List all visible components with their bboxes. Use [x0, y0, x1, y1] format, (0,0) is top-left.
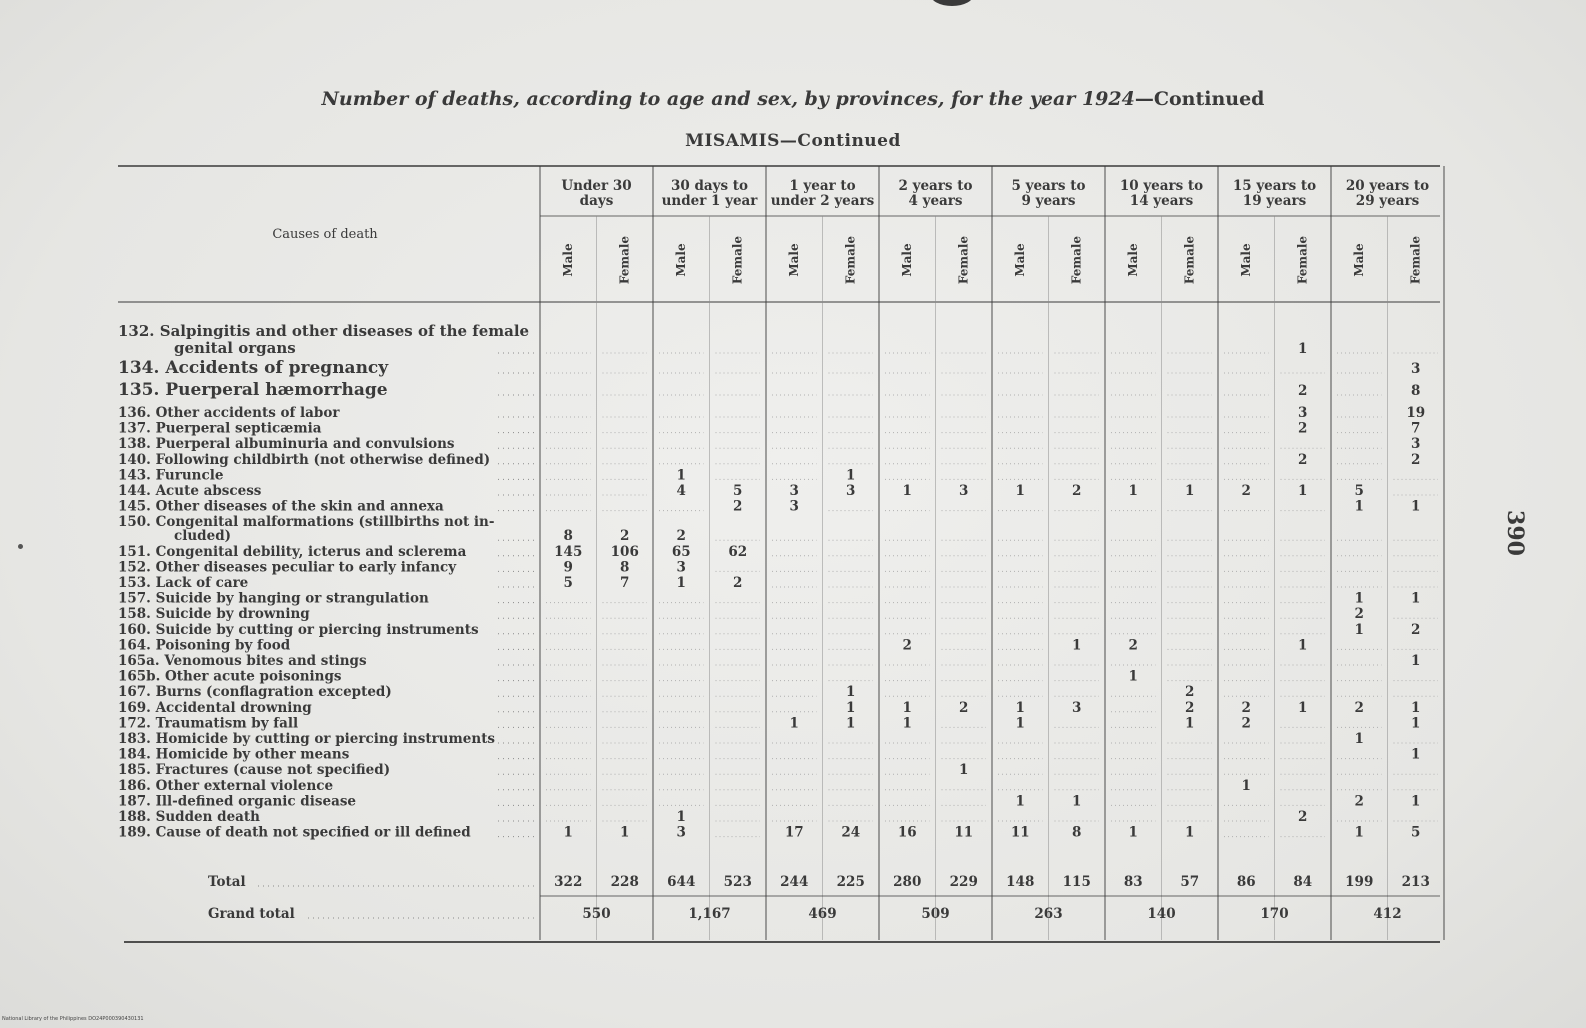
- row-label: cluded): [174, 528, 232, 545]
- cell-value: 1: [1298, 341, 1308, 357]
- grand-total-value: 263: [1034, 906, 1063, 922]
- row-label: 137. Puerperal septicæmia: [118, 420, 322, 437]
- cell-value: 2: [902, 637, 912, 654]
- cell-value: 106: [610, 543, 639, 560]
- cell-value: 1: [1411, 498, 1421, 515]
- page-number: 390: [1501, 510, 1528, 556]
- cell-value: 2: [1241, 483, 1251, 499]
- sex-header: Female: [843, 235, 858, 285]
- cell-value: 1: [676, 575, 686, 591]
- title-text: Number of deaths, according to age and sex, by provinces, for the year 1924: [321, 88, 1135, 110]
- cell-value: 1: [1015, 715, 1025, 732]
- cell-value: 5: [1411, 824, 1421, 841]
- cell-value: 1: [1411, 590, 1421, 607]
- cell-value: 11: [954, 824, 974, 841]
- cell-value: 16: [897, 824, 917, 841]
- cell-value: 5: [1354, 483, 1364, 499]
- cell-value: 1: [1354, 824, 1364, 841]
- total-label: Total: [208, 874, 246, 890]
- cell-value: 7: [620, 575, 630, 591]
- cell-value: 1: [846, 699, 856, 716]
- cell-value: 3: [676, 559, 686, 576]
- cell-value: 145: [554, 543, 583, 560]
- total-value: 225: [836, 874, 865, 890]
- cell-value: 2: [1298, 451, 1308, 468]
- cell-value: 5: [733, 483, 743, 499]
- row-label: 132. Salpingitis and other diseases of the female: [118, 322, 530, 340]
- cell-value: 1: [846, 715, 856, 732]
- cell-value: 1: [1354, 498, 1364, 515]
- cell-value: 1: [1185, 715, 1195, 732]
- cell-value: 1: [1185, 824, 1195, 841]
- row-label: 189. Cause of death not specified or ill defined: [118, 824, 471, 841]
- cell-value: 1: [1015, 793, 1025, 810]
- cell-value: 1: [902, 715, 912, 732]
- grand-total-value: 1,167: [688, 906, 731, 922]
- age-group-header: 10 years to: [1119, 178, 1204, 194]
- cell-value: 1: [1072, 793, 1082, 810]
- cell-value: 24: [841, 824, 861, 841]
- cell-value: 3: [1072, 699, 1082, 716]
- cell-value: 1: [1015, 483, 1025, 499]
- cell-value: 1: [902, 699, 912, 716]
- cell-value: 2: [959, 699, 969, 716]
- age-group-header: 4 years: [908, 193, 963, 209]
- age-group-header: 29 years: [1355, 193, 1420, 209]
- cell-value: 3: [789, 483, 799, 499]
- cell-value: 2: [620, 528, 630, 545]
- cell-value: 2: [1241, 699, 1251, 716]
- cell-value: 2: [1411, 451, 1421, 468]
- cell-value: 5: [563, 575, 573, 591]
- cell-value: 2: [733, 498, 743, 515]
- total-value: 199: [1345, 874, 1374, 890]
- sex-header: Male: [1351, 243, 1366, 277]
- cell-value: 1: [1354, 731, 1364, 747]
- cell-value: 1: [959, 762, 969, 779]
- row-label: 151. Congenital debility, icterus and sclerema: [118, 543, 467, 560]
- causes-header: Causes of death: [272, 227, 378, 242]
- cell-value: 2: [1241, 715, 1251, 732]
- grand-total-value: 140: [1147, 906, 1176, 922]
- cell-value: 7: [1411, 420, 1421, 437]
- cell-value: 2: [1298, 809, 1308, 825]
- cell-value: 1: [1241, 777, 1251, 794]
- total-value: 86: [1236, 874, 1256, 890]
- age-group-header: 2 years to: [898, 178, 973, 194]
- cell-value: 2: [1354, 606, 1364, 623]
- cell-value: 2: [676, 528, 686, 545]
- total-value: 83: [1123, 874, 1143, 890]
- age-group-header: days: [579, 193, 614, 209]
- sex-header: Female: [1295, 235, 1310, 285]
- cell-value: 1: [1015, 699, 1025, 716]
- cell-value: 9: [563, 559, 573, 576]
- cell-value: 1: [1411, 793, 1421, 810]
- cell-value: 8: [620, 559, 630, 576]
- sex-header: Female: [617, 235, 632, 285]
- cell-value: 3: [1411, 436, 1421, 453]
- cell-value: 3: [1411, 361, 1421, 377]
- row-label: 153. Lack of care: [118, 575, 249, 591]
- total-value: 229: [949, 874, 978, 890]
- cell-value: 3: [846, 483, 856, 499]
- cell-value: 1: [620, 824, 630, 841]
- cell-value: 3: [1298, 405, 1308, 421]
- row-label: 136. Other accidents of labor: [118, 405, 340, 421]
- sex-header: Female: [1408, 235, 1423, 285]
- row-label: 135. Puerperal hæmorrhage: [118, 380, 388, 400]
- cell-value: 2: [1128, 637, 1138, 654]
- cell-value: 3: [789, 498, 799, 515]
- row-label: 150. Congenital malformations (stillbirths not in-: [118, 514, 495, 531]
- sex-header: Male: [1238, 243, 1253, 277]
- cell-value: 4: [676, 483, 686, 499]
- row-label: 160. Suicide by cutting or piercing instruments: [118, 621, 479, 638]
- cell-value: 19: [1406, 405, 1426, 421]
- row-label: 138. Puerperal albuminuria and convulsions: [118, 436, 455, 453]
- row-label: genital organs: [174, 339, 296, 357]
- cell-value: 1: [1354, 590, 1364, 607]
- cell-value: 1: [1128, 483, 1138, 499]
- cell-value: 1: [1411, 715, 1421, 732]
- row-label: 169. Accidental drowning: [118, 699, 312, 716]
- sex-header: Female: [1069, 235, 1084, 285]
- cell-value: 8: [1411, 383, 1421, 399]
- row-label: 167. Burns (conflagration excepted): [118, 684, 392, 701]
- cell-value: 65: [671, 543, 691, 560]
- row-label: 152. Other diseases peculiar to early infancy: [118, 559, 457, 576]
- cell-value: 3: [959, 483, 969, 499]
- cell-value: 2: [1072, 483, 1082, 499]
- cell-value: 3: [676, 824, 686, 841]
- row-label: 172. Traumatism by fall: [118, 715, 299, 732]
- grand-total-label: Grand total: [208, 906, 295, 922]
- cell-value: 2: [1298, 383, 1308, 399]
- cell-value: 2: [1185, 699, 1195, 716]
- cell-value: 2: [1298, 420, 1308, 437]
- cell-value: 1: [1298, 483, 1308, 499]
- total-value: 148: [1006, 874, 1035, 890]
- total-value: 523: [723, 874, 752, 890]
- row-label: 140. Following childbirth (not otherwise defined): [118, 451, 491, 468]
- cell-value: 2: [1185, 684, 1195, 701]
- age-group-header: 14 years: [1129, 193, 1194, 209]
- cell-value: 1: [846, 467, 856, 484]
- row-label: 134. Accidents of pregnancy: [118, 358, 389, 378]
- province-subtitle: MISAMIS—Continued: [685, 131, 901, 151]
- total-value: 280: [893, 874, 922, 890]
- row-label: 165a. Venomous bites and stings: [118, 653, 367, 669]
- age-group-header: 1 year to: [789, 178, 856, 194]
- age-group-header: 9 years: [1021, 193, 1076, 209]
- row-label: 186. Other external violence: [118, 777, 334, 794]
- title-suffix: —Continued: [1134, 88, 1265, 110]
- cell-value: 1: [1411, 653, 1421, 669]
- row-label: 184. Homicide by other means: [118, 746, 350, 763]
- row-label: 143. Furuncle: [118, 467, 224, 484]
- total-value: 244: [780, 874, 809, 890]
- total-value: 84: [1293, 874, 1313, 890]
- cell-value: 1: [1298, 699, 1308, 716]
- sex-header: Male: [560, 243, 575, 277]
- cell-value: 1: [1185, 483, 1195, 499]
- cell-value: 62: [728, 543, 748, 560]
- row-label: 145. Other diseases of the skin and annexa: [118, 498, 444, 515]
- row-label: 157. Suicide by hanging or strangulation: [118, 590, 429, 607]
- cell-value: 11: [1010, 824, 1030, 841]
- sex-header: Female: [730, 235, 745, 285]
- row-label: 164. Poisoning by food: [118, 637, 291, 654]
- cell-value: 1: [1128, 824, 1138, 841]
- sex-header: Male: [786, 243, 801, 277]
- cell-value: 17: [784, 824, 804, 841]
- grand-total-value: 550: [582, 906, 611, 922]
- cell-value: 2: [1354, 699, 1364, 716]
- grand-total-value: 469: [808, 906, 837, 922]
- row-label: 144. Acute abscess: [118, 483, 262, 499]
- grand-total-value: 509: [921, 906, 950, 922]
- sex-header: Female: [956, 235, 971, 285]
- cell-value: 1: [789, 715, 799, 732]
- age-group-header: 20 years to: [1345, 178, 1430, 194]
- cell-value: 1: [676, 809, 686, 825]
- row-label: 188. Sudden death: [118, 809, 260, 825]
- age-group-header: 30 days to: [670, 178, 749, 194]
- sex-header: Male: [1012, 243, 1027, 277]
- grand-total-value: 412: [1373, 906, 1402, 922]
- cell-value: 1: [1411, 746, 1421, 763]
- cell-value: 1: [1128, 668, 1138, 685]
- cell-value: 2: [733, 575, 743, 591]
- sex-header: Male: [899, 243, 914, 277]
- cell-value: 2: [1354, 793, 1364, 810]
- total-value: 115: [1062, 874, 1091, 890]
- age-group-header: 15 years to: [1232, 178, 1317, 194]
- cell-value: 2: [1411, 621, 1421, 638]
- cell-value: 8: [563, 528, 573, 545]
- cell-value: 1: [1354, 621, 1364, 638]
- cell-value: 1: [563, 824, 573, 841]
- age-group-header: under 2 years: [770, 193, 875, 209]
- cell-value: 1: [676, 467, 686, 484]
- age-group-header: under 1 year: [661, 193, 758, 209]
- sex-header: Male: [1125, 243, 1140, 277]
- age-group-header: 5 years to: [1011, 178, 1086, 194]
- row-label: 158. Suicide by drowning: [118, 606, 310, 623]
- age-group-header: Under 30: [561, 178, 632, 194]
- total-value: 213: [1401, 874, 1430, 890]
- total-value: 57: [1180, 874, 1200, 890]
- cell-value: 1: [1298, 637, 1308, 654]
- cell-value: 8: [1072, 824, 1082, 841]
- sex-header: Female: [1182, 235, 1197, 285]
- row-label: 185. Fractures (cause not specified): [118, 762, 391, 779]
- cell-value: 1: [1411, 699, 1421, 716]
- age-group-header: 19 years: [1242, 193, 1307, 209]
- margin-mark: [18, 544, 23, 549]
- row-label: 165b. Other acute poisonings: [118, 668, 342, 685]
- row-label: 183. Homicide by cutting or piercing instruments: [118, 731, 496, 747]
- cell-value: 1: [1072, 637, 1082, 654]
- cell-value: 1: [846, 684, 856, 701]
- sex-header: Male: [673, 243, 688, 277]
- cell-value: 1: [902, 483, 912, 499]
- grand-total-value: 170: [1260, 906, 1289, 922]
- total-value: 644: [667, 874, 696, 890]
- footer-text: National Library of the Philippines DO24P000390430131: [2, 1016, 144, 1022]
- total-value: 322: [554, 874, 583, 890]
- total-value: 228: [610, 874, 639, 890]
- row-label: 187. Ill-defined organic disease: [118, 793, 357, 810]
